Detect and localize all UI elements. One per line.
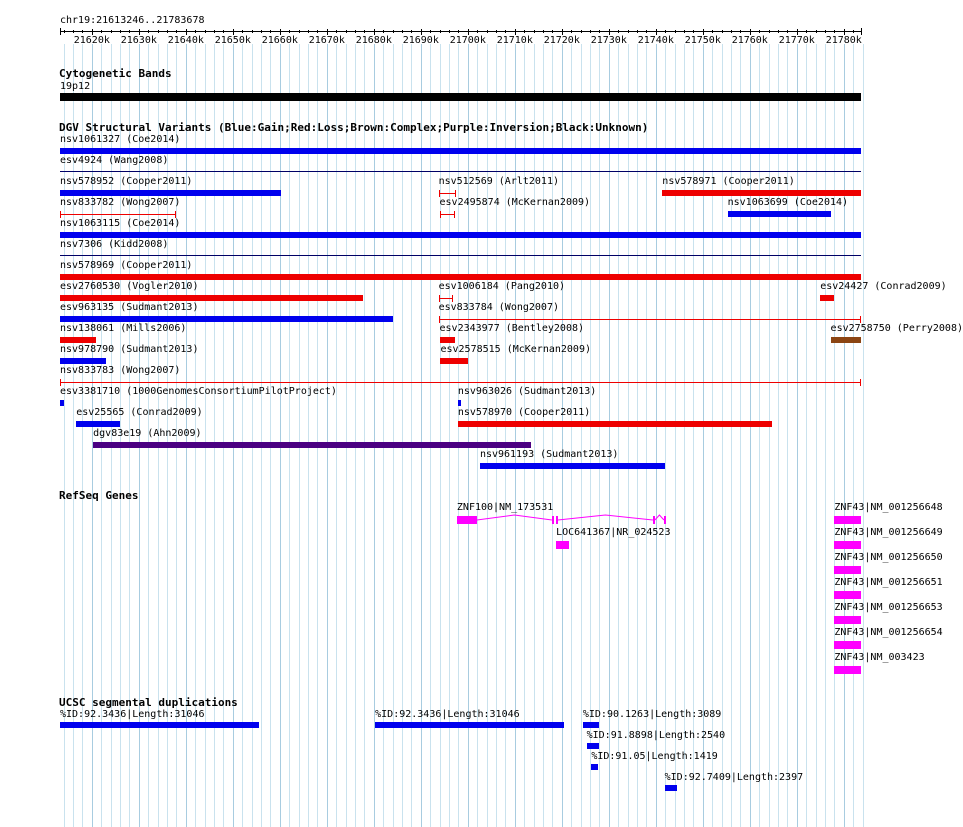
dgv-variant-label: nsv833783 (Wong2007) (60, 365, 181, 376)
dgv-variant-label: nsv1063699 (Coe2014) (727, 197, 849, 208)
dgv-variant-label: esv3381710 (1000GenomesConsortiumPilotProject) (60, 386, 337, 397)
refseq-gene-label: ZNF43|NM_001256653 (834, 602, 943, 613)
refseq-gene-label: ZNF100|NM_173531 (456, 502, 554, 513)
dgv-variant-label: nsv963026 (Sudmant2013) (457, 386, 597, 397)
segdup-label: %ID:91.05|Length:1419 (591, 751, 718, 762)
ruler-tick-label: 21650k (214, 35, 251, 46)
ruler-tick-label: 21670k (308, 35, 345, 46)
ruler-tick-label: 21680k (355, 35, 392, 46)
ruler-tick-label: 21660k (261, 35, 298, 46)
dgv-variant-label: nsv833782 (Wong2007) (60, 197, 181, 208)
dgv-variant-label: nsv578952 (Cooper2011) (60, 176, 193, 187)
dgv-variant-label: dgv83e19 (Ahn2009) (93, 428, 202, 439)
track-title-refseq-genes: RefSeq Genes (59, 489, 139, 502)
segdup-label: %ID:92.3436|Length:31046 (375, 709, 520, 720)
refseq-intron (558, 515, 653, 520)
refseq-gene-exon (834, 516, 861, 524)
ruler-position: chr19:21613246..21783678 (60, 15, 205, 26)
refseq-gene-label: ZNF43|NM_001256654 (834, 627, 943, 638)
refseq-gene-label: ZNF43|NM_001256650 (834, 552, 943, 563)
dgv-variant-label: nsv578970 (Cooper2011) (457, 407, 591, 418)
track-title-cytogenetic-bands: Cytogenetic Bands (59, 67, 172, 80)
dgv-variant-label: nsv578969 (Cooper2011) (60, 260, 193, 271)
dgv-variant-label: nsv7306 (Kidd2008) (60, 239, 169, 250)
segdup-label: %ID:90.1263|Length:3089 (582, 709, 722, 720)
dgv-variant-label: esv1006184 (Pang2010) (438, 281, 566, 292)
dgv-variant-label: esv963135 (Sudmant2013) (60, 302, 199, 313)
refseq-gene-exon (556, 541, 569, 549)
segdup-bar (665, 785, 677, 791)
segdup-label: %ID:92.3436|Length:31046 (60, 709, 205, 720)
dgv-variant-label: esv2578515 (McKernan2009) (440, 344, 591, 355)
cytoband-label: 19p12 (60, 81, 91, 92)
ruler-tick-label: 21700k (449, 35, 486, 46)
dgv-variant-label: esv833784 (Wong2007) (438, 302, 559, 313)
dgv-variant-label: esv2758750 (Perry2008) (830, 323, 963, 334)
dgv-variant-label: esv4924 (Wang2008) (60, 155, 169, 166)
refseq-intron (655, 515, 664, 520)
dgv-variant-label: nsv1061327 (Coe2014) (60, 134, 181, 145)
dgv-variant-label: esv2760530 (Vogler2010) (60, 281, 199, 292)
ruler-tick-label: 21760k (731, 35, 768, 46)
segdup-label: %ID:92.7409|Length:2397 (664, 772, 804, 783)
refseq-gene-label: ZNF43|NM_001256649 (834, 527, 943, 538)
dgv-variant-label: nsv138061 (Mills2006) (60, 323, 187, 334)
ruler-tick-label: 21740k (637, 35, 674, 46)
refseq-gene-label: ZNF43|NM_001256648 (834, 502, 943, 513)
segdup-bar (583, 722, 599, 728)
ruler-tick-label: 21730k (590, 35, 627, 46)
dgv-variant-label: esv24427 (Conrad2009) (820, 281, 947, 292)
refseq-gene-exon (834, 591, 861, 599)
track-title-dgv: DGV Structural Variants (Blue:Gain;Red:Loss;Brown:Complex;Purple:Inversion;Black:Unknown) (59, 121, 649, 134)
ruler-tick-label: 21750k (684, 35, 721, 46)
segdup-bar (375, 722, 564, 728)
dgv-variant-label: nsv978790 (Sudmant2013) (60, 344, 199, 355)
refseq-intron (477, 515, 552, 520)
refseq-gene-label: LOC641367|NR_024523 (556, 527, 671, 538)
refseq-gene-exon (834, 616, 861, 624)
refseq-gene-exon (834, 641, 861, 649)
dgv-variant-label: esv25565 (Conrad2009) (76, 407, 203, 418)
refseq-gene-label: ZNF43|NM_003423 (834, 652, 925, 663)
segdup-bar (60, 722, 259, 728)
ruler-tick-label: 21640k (167, 35, 204, 46)
dgv-variant-label: esv2343977 (Bentley2008) (439, 323, 585, 334)
refseq-gene-exon (834, 666, 861, 674)
ruler-tick-label: 21710k (496, 35, 533, 46)
segdup-bar (591, 764, 598, 770)
dgv-variant-label: nsv961193 (Sudmant2013) (479, 449, 619, 460)
refseq-gene-exon (834, 541, 861, 549)
refseq-gene-exon (834, 566, 861, 574)
ruler-tick-label: 21630k (120, 35, 157, 46)
ruler-tick-label: 21770k (778, 35, 815, 46)
ruler-tick-label: 21690k (402, 35, 439, 46)
segdup-bar (587, 743, 600, 749)
ruler-tick-label: 21780k (825, 35, 862, 46)
dgv-variant-label: nsv1063115 (Coe2014) (60, 218, 181, 229)
dgv-variant-label: esv2495874 (McKernan2009) (439, 197, 591, 208)
refseq-gene-label: ZNF43|NM_001256651 (834, 577, 943, 588)
ruler-tick-label: 21620k (73, 35, 110, 46)
ruler-tick-label: 21720k (543, 35, 580, 46)
dgv-variant-label: nsv512569 (Arlt2011) (438, 176, 559, 187)
track-title-segmental-duplications: UCSC segmental duplications (59, 696, 238, 709)
dgv-variant-label: nsv578971 (Cooper2011) (662, 176, 795, 187)
segdup-label: %ID:91.8898|Length:2540 (586, 730, 726, 741)
